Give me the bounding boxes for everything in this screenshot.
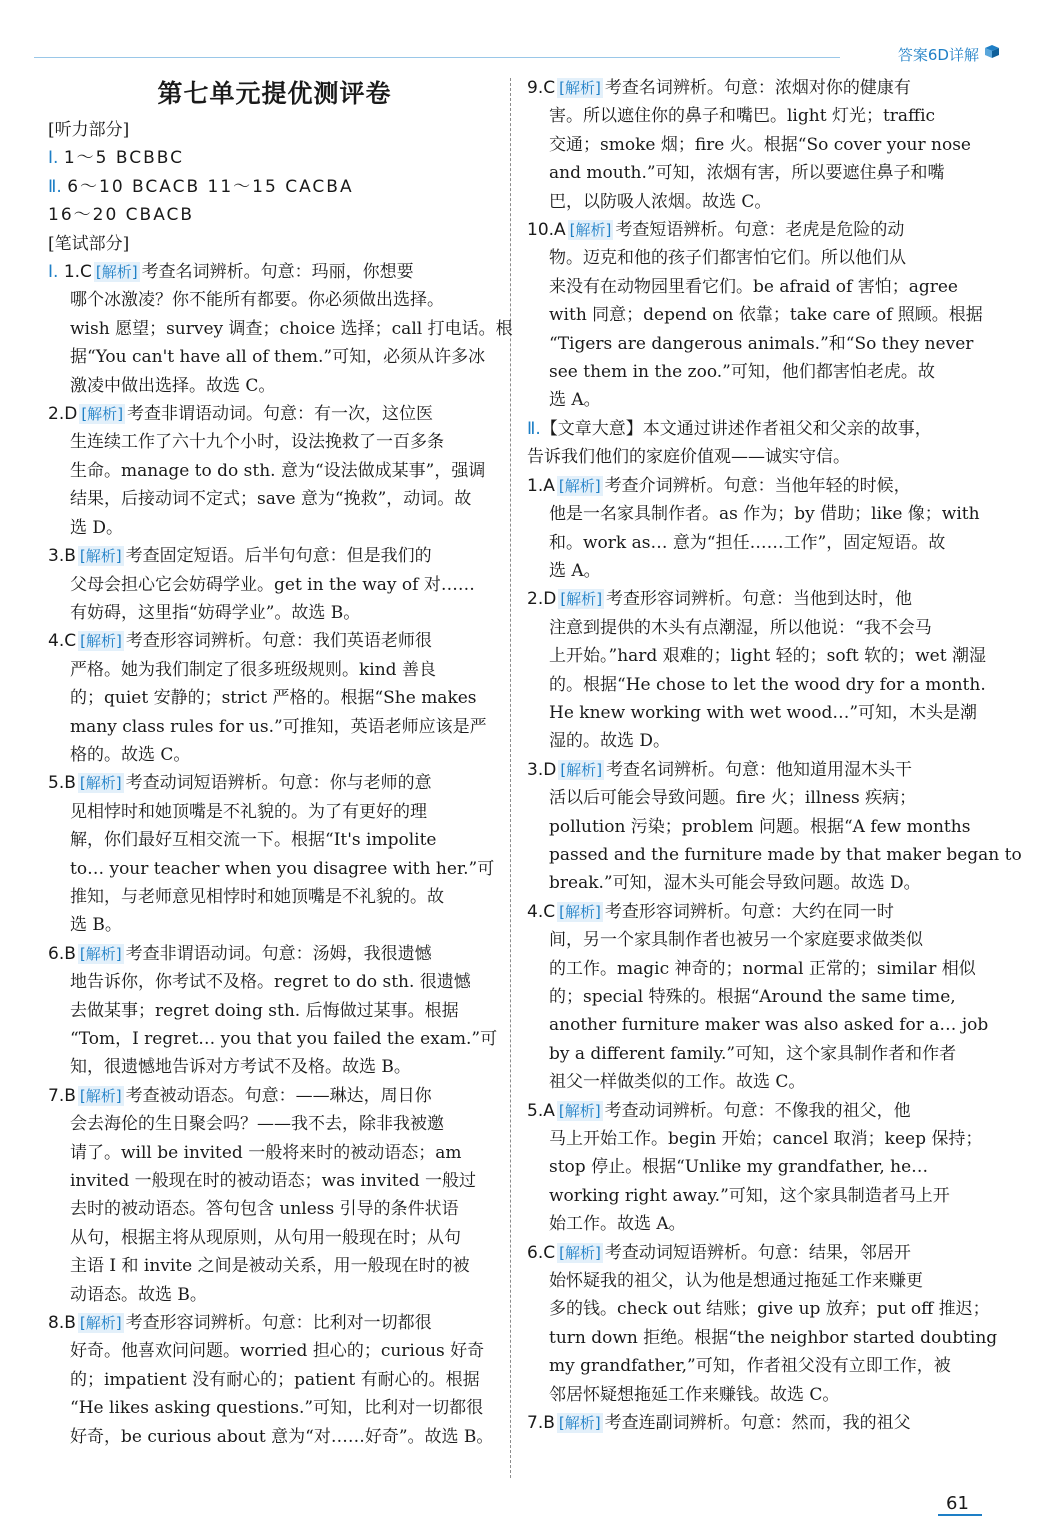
answer-line: [527, 1381, 979, 1409]
analysis-tag: [ 解析 ]: [557, 78, 603, 98]
answer-line: [48, 826, 501, 854]
answer-item: [527, 74, 979, 216]
answer-key: 16～20 CBACB: [48, 205, 195, 226]
answer-line: [48, 1281, 501, 1309]
answer-line: [48, 485, 501, 513]
answer-text: 始怀疑我的祖父，认为他是想通过拖延工作来赚更: [549, 1271, 923, 1292]
listening-line: [48, 144, 501, 172]
answer-text: wish 愿望；survey 调查；choice 选择；call 打电话。根: [70, 318, 513, 339]
answer-line: [48, 713, 501, 741]
answer-text: 物。迈克和他的孩子们都害怕它们。所以他们从: [549, 248, 906, 269]
answer-text: 祖父一样做类似的工作。故选 C。: [549, 1072, 806, 1093]
answer-text: 考查形容词辨析。句意：我们英语老师很: [125, 631, 432, 652]
answer-line: [527, 869, 979, 897]
answer-text: 考查名词辨析。句意：浓烟对你的健康有: [604, 78, 911, 98]
answer-line: [48, 684, 501, 712]
answer-text: 来没有在动物园里看它们。be afraid of 害怕；agree: [549, 276, 958, 297]
answer-item: [48, 1309, 501, 1451]
analysis-tag: [ 解析 ]: [78, 631, 124, 651]
section-numeral: Ⅰ.: [48, 148, 59, 169]
answer-line: [48, 1195, 501, 1223]
answer-line: [527, 1097, 979, 1125]
passage-summary: [527, 415, 979, 472]
answer-text: working right away.”可知，这个家具制造者马上开: [549, 1185, 950, 1206]
answer-line: [527, 358, 979, 386]
answer-line: [48, 997, 501, 1025]
answer-line: [48, 1053, 501, 1081]
passage-text: 告诉我们他们的家庭价值观——诚实守信。: [527, 447, 850, 468]
answer-line: [48, 656, 501, 684]
analysis-tag: [ 解析 ]: [557, 1243, 603, 1263]
answer-item: [527, 1239, 998, 1409]
answer-line: [48, 343, 501, 371]
answer-item: [527, 756, 1022, 898]
analysis-tag: [ 解析 ]: [557, 476, 603, 496]
listening-line: [48, 201, 501, 229]
answer-line: [527, 74, 979, 102]
answer-text: 他是一名家具制作者。as 作为；by 借助；like 像；with: [549, 504, 980, 525]
question-number: 9.C: [527, 78, 556, 98]
book-icon: [983, 43, 1001, 61]
answer-text: 考查固定短语。后半句句意：但是我们的: [125, 546, 432, 567]
answer-line: [527, 159, 979, 187]
answer-line: [527, 671, 986, 699]
passage-line: [527, 443, 979, 471]
answer-text: 始工作。故选 A。: [549, 1214, 686, 1235]
answer-text: 的；impatient 没有耐心的；patient 有耐心的。根据: [70, 1369, 480, 1390]
answer-text: 知，很遗憾地告诉对方考试不及格。故选 B。: [70, 1057, 411, 1078]
question-number: 5.A: [527, 1100, 555, 1121]
answer-text: 推知，与老师意见相悖时和她顶嘴是不礼貌的。故: [70, 886, 444, 907]
answer-line: [527, 557, 979, 585]
answer-item: [48, 627, 501, 769]
answer-line: [48, 258, 501, 286]
answer-line: [527, 102, 979, 130]
analysis-tag: [ 解析 ]: [558, 589, 604, 609]
answer-line: [527, 699, 979, 727]
answer-line: [48, 769, 501, 797]
answer-text: 选 D。: [70, 517, 124, 538]
answer-line: [48, 286, 501, 314]
answer-line: [527, 1068, 979, 1096]
answer-key: 1～5 BCBBC: [63, 148, 184, 169]
answer-text: 巴，以防吸人浓烟。故选 C。: [549, 191, 772, 212]
question-number: 3.B: [48, 546, 76, 567]
answer-line: [48, 1366, 501, 1394]
answer-line: [527, 188, 979, 216]
answer-line: [48, 798, 501, 826]
analysis-tag: [ 解析 ]: [557, 1101, 603, 1121]
right-answer-list-1: [527, 74, 983, 415]
answer-text: 和。work as… 意为“担任……工作”，固定短语。故: [549, 532, 946, 553]
answer-text: 害。所以遮住你的鼻子和嘴巴。light 灯光；traffic: [549, 106, 936, 127]
answer-line: [527, 301, 983, 329]
answer-line: [48, 400, 501, 428]
answer-text: 地告诉你，你考试不及格。regret to do sth. 很遗憾: [70, 972, 471, 993]
answer-item: [527, 898, 989, 1097]
answer-text: “He likes asking questions.”可知，比利对一切都很: [70, 1398, 484, 1419]
answer-line: [48, 968, 501, 996]
answer-text: 考查被动语态。句意：——琳达，周日你: [125, 1085, 432, 1106]
answer-text: 解，你们最好互相交流一下。根据“It's impolite: [70, 830, 437, 851]
answer-text: many class rules for us.”可推知，英语老师应该是严: [70, 716, 487, 737]
answer-text: to… your teacher when you disagree with her.”可: [70, 858, 495, 879]
question-number: 2.D: [48, 404, 78, 425]
answer-text: 考查短语辨析。句意：老虎是危险的动: [615, 220, 905, 241]
answer-line: [527, 1324, 998, 1352]
answer-line: [527, 585, 979, 613]
answer-text: 好奇，be curious about 意为“对……好奇”。故选 B。: [70, 1426, 494, 1447]
answer-line: [48, 457, 501, 485]
answer-line: [527, 841, 1022, 869]
question-number: 4.C: [527, 901, 556, 922]
answer-text: 的；quiet 安静的；strict 严格的。根据“She makes: [70, 688, 477, 709]
answer-text: turn down 拒绝。根据“the neighbor started doubting: [549, 1327, 998, 1348]
answer-line: [48, 1139, 501, 1167]
answer-text: 马上开始工作。begin 开始；cancel 取消；keep 保持；: [549, 1129, 983, 1150]
question-number: 6.B: [48, 943, 76, 964]
answer-text: by a different family.”可知，这个家具制作者和作者: [549, 1043, 957, 1064]
answer-line: [527, 472, 979, 500]
answer-text: 严格。她为我们制定了很多班级规则。kind 善良: [70, 659, 436, 680]
analysis-tag: [ 解析 ]: [568, 220, 614, 240]
answer-text: 去时的被动语态。答句包含 unless 引导的条件状语: [70, 1199, 459, 1220]
answer-text: 结果，后接动词不定式；save 意为“挽救”，动词。故: [70, 489, 472, 510]
answer-text: 考查动词辨析。句意：不像我的祖父，他: [604, 1100, 911, 1121]
answer-text: 父母会担心它会妨碍学业。get in the way of 对……: [70, 574, 475, 595]
answer-line: [48, 741, 501, 769]
answer-line: [527, 983, 979, 1011]
answer-line: [527, 955, 979, 983]
header-tag: 答案6D详解: [897, 46, 979, 64]
answer-line: [527, 1153, 979, 1181]
answer-text: invited 一般现在时的被动语态；was invited 一般过: [70, 1171, 477, 1192]
answer-text: 见相悖时和她顶嘴是不礼貌的。为了有更好的理: [70, 801, 427, 822]
answer-text: 动语态。故选 B。: [70, 1284, 207, 1305]
answer-text: 考查名词辨析。句意：他知道用湿木头干: [606, 759, 913, 780]
answer-text: 考查介词辨析。句意：当他年轻的时候，: [604, 475, 911, 496]
answer-text: stop 停止。根据“Unlike my grandfather, he…: [549, 1157, 929, 1178]
answer-line: [527, 614, 979, 642]
answer-text: 上开始。”hard 艰难的；light 轻的；soft 软的；wet 潮湿: [549, 646, 986, 667]
answer-line: [48, 1309, 501, 1337]
answer-line: [527, 813, 979, 841]
answer-item: [48, 1082, 501, 1309]
answer-line: [527, 386, 979, 414]
answer-text: 据“You can't have all of them.”可知，必须从许多冰: [70, 347, 486, 368]
answer-text: 考查非谓语动词。句意：汤姆，我很遗憾: [125, 943, 432, 964]
answer-line: [527, 898, 979, 926]
passage-text: 【文章大意】本文通过讲述作者祖父和父亲的故事，: [540, 418, 932, 439]
answer-line: [48, 1082, 501, 1110]
answer-key: 6～10 BCACB 11～15 CACBA: [67, 176, 354, 197]
answer-line: [48, 542, 501, 570]
answer-text: 选 A。: [549, 390, 601, 411]
answer-line: [527, 642, 986, 670]
answer-line: [48, 1110, 501, 1138]
answer-text: 去做某事；regret doing sth. 后悔做过某事。根据: [70, 1000, 459, 1021]
answer-text: 的工作。magic 神奇的；normal 正常的；similar 相似: [549, 958, 976, 979]
answer-text: 的。根据“He chose to let the wood dry for a month.: [549, 674, 986, 695]
answer-line: [527, 1011, 989, 1039]
answer-text: 会去海伦的生日聚会吗？——我不去，除非我被邀: [70, 1114, 444, 1135]
answer-line: [48, 599, 501, 627]
answer-text: see them in the zoo.”可知，他们都害怕老虎。故: [549, 362, 935, 383]
answer-text: 注意到提供的木头有点潮湿，所以他说：“我不会马: [549, 617, 932, 638]
answer-line: [527, 1409, 979, 1437]
answer-item: [527, 216, 983, 415]
writing-label: [笔试部分]: [48, 233, 130, 254]
answer-text: my grandfather,”可知，作者祖父没有立即工作，被: [549, 1356, 951, 1377]
answer-line: [527, 244, 979, 272]
answer-text: 哪个冰激凌？你不能所有都要。你必须做出选择。: [70, 290, 444, 311]
answer-text: 生连续工作了六十九个小时，设法挽救了一百多条: [70, 432, 444, 453]
answer-item: [48, 258, 513, 400]
answer-line: [527, 727, 979, 755]
answer-text: 间，另一个家具制作者也被另一个家庭要求做类似: [549, 930, 923, 951]
answer-text: 湿的。故选 D。: [549, 731, 671, 752]
question-number: 1.A: [527, 475, 555, 496]
answer-line: [48, 1423, 501, 1451]
answer-line: [527, 1182, 979, 1210]
answer-item: [527, 1409, 979, 1437]
answer-line: [48, 571, 501, 599]
answer-text: another furniture maker was also asked for a… job: [549, 1015, 989, 1036]
right-column: [527, 74, 1022, 1438]
analysis-tag: [ 解析 ]: [557, 902, 603, 922]
answer-item: [48, 940, 501, 1082]
question-number: 8.B: [48, 1313, 76, 1334]
question-number: 7.B: [527, 1413, 555, 1434]
answer-line: [527, 1295, 990, 1323]
answer-text: 考查连副词辨析。句意：然而，我的祖父: [604, 1413, 911, 1434]
answer-line: [48, 315, 513, 343]
answer-line: [527, 784, 979, 812]
answer-text: 选 B。: [70, 915, 122, 936]
analysis-tag: [ 解析 ]: [79, 404, 125, 424]
answer-text: “Tigers are dangerous animals.”和“So they never: [549, 333, 974, 354]
answer-text: 邻居怀疑想拖延工作来赚钱。故选 C。: [549, 1384, 840, 1405]
answer-text: break.”可知，湿木头可能会导致问题。故选 D。: [549, 873, 921, 894]
answer-text: passed and the furniture made by that maker began to: [549, 844, 1022, 865]
question-number: 4.C: [48, 631, 77, 652]
analysis-tag: [ 解析 ]: [78, 1313, 124, 1333]
answer-text: “Tom，I regret… you that you failed the exam.”可: [70, 1029, 498, 1049]
analysis-tag: [ 解析 ]: [78, 944, 124, 964]
answer-text: 生命。manage to do sth. 意为“设法做成某事”，强调: [70, 460, 486, 481]
answer-text: 请了。will be invited 一般将来时的被动语态；am: [70, 1142, 462, 1163]
analysis-tag: [ 解析 ]: [558, 760, 604, 780]
answer-line: [48, 627, 501, 655]
answer-line: [527, 529, 979, 557]
answer-line: [527, 1210, 979, 1238]
answer-text: with 同意；depend on 依靠；take care of 照顾。根据: [549, 305, 983, 326]
listening-label: [听力部分]: [48, 120, 130, 140]
answer-item: [48, 400, 501, 542]
analysis-tag: [ 解析 ]: [78, 546, 124, 566]
answer-text: He knew working with wet wood…”可知，木头是潮: [549, 702, 978, 723]
left-answer-list: [48, 258, 513, 1451]
answer-text: 考查形容词辨析。句意：大约在同一时: [604, 901, 894, 922]
answer-line: [527, 756, 979, 784]
answer-item: [527, 1097, 983, 1239]
answer-line: [527, 1352, 979, 1380]
answer-text: 从句，根据主将从现原则，从句用一般现在时；从句: [70, 1227, 461, 1248]
answer-item: [527, 585, 986, 755]
answer-text: 考查非谓语动词。句意：有一次，这位医: [127, 404, 434, 425]
answer-line: [527, 330, 979, 358]
answer-text: pollution 污染；problem 问题。根据“A few months: [549, 816, 971, 837]
answer-line: [48, 514, 501, 542]
listening-answers: [48, 144, 501, 229]
answer-line: [527, 1239, 979, 1267]
answer-line: [48, 911, 501, 939]
answer-line: [48, 372, 501, 400]
analysis-tag: [ 解析 ]: [94, 262, 140, 282]
answer-text: and mouth.”可知，浓烟有害，所以要遮住鼻子和嘴: [549, 163, 945, 184]
answer-line: [48, 940, 501, 968]
question-number: 2.D: [527, 589, 557, 610]
page-title: 第七单元提优测评卷: [157, 79, 392, 108]
section-numeral: Ⅱ.: [48, 176, 62, 197]
answer-text: 活以后可能会导致问题。fire 火；illness 疾病；: [549, 788, 917, 809]
answer-text: 考查动词短语辨析。句意：你与老师的意: [125, 773, 432, 794]
page-number-underline: [938, 1514, 982, 1516]
answer-item: [527, 472, 979, 586]
answer-text: 考查名词辨析。句意：玛丽，你想要: [141, 262, 414, 283]
answer-line: [48, 428, 501, 456]
answer-item: [48, 769, 501, 939]
answer-text: 格的。故选 C。: [70, 744, 191, 765]
answer-line: [48, 1025, 501, 1053]
question-number: 5.B: [48, 773, 76, 794]
answer-line: [48, 1224, 501, 1252]
answer-item: [48, 542, 501, 627]
analysis-tag: [ 解析 ]: [78, 773, 124, 793]
listening-line: [48, 173, 501, 201]
page-number: 61: [946, 1493, 969, 1514]
answer-text: 多的钱。check out 结账；give up 放弃；put off 推迟；: [549, 1299, 990, 1320]
passage-line: [527, 415, 979, 443]
answer-text: 考查动词短语辨析。句意：结果，邻居开: [604, 1242, 911, 1263]
answer-text: 的；special 特殊的。根据“Around the same time,: [549, 987, 956, 1007]
answer-line: [48, 1337, 501, 1365]
answer-line: [527, 1267, 979, 1295]
answer-text: 激凌中做出选择。故选 C。: [70, 375, 276, 396]
section-numeral: Ⅱ.: [527, 418, 541, 439]
answer-line: [527, 500, 979, 528]
answer-line: [48, 1167, 501, 1195]
answer-line: [48, 883, 501, 911]
question-number: Ⅰ.: [48, 262, 64, 283]
question-number: 10.A: [527, 220, 566, 241]
question-number: 1.C: [63, 262, 92, 283]
header-rule: [34, 57, 840, 58]
analysis-tag: [ 解析 ]: [557, 1413, 603, 1433]
answer-line: [527, 926, 979, 954]
answer-text: 主语 I 和 invite 之间是被动关系，用一般现在时的被: [70, 1256, 470, 1277]
answer-text: 考查形容词辨析。句意：比利对一切都很: [125, 1313, 432, 1334]
answer-text: 考查形容词辨析。句意：当他到达时，他: [606, 589, 913, 610]
answer-line: [527, 1125, 983, 1153]
answer-line: [48, 855, 501, 883]
answer-line: [527, 273, 979, 301]
left-column: [48, 74, 513, 1451]
right-answer-list-2: [527, 472, 1022, 1438]
answer-text: 好奇。他喜欢问问题。worried 担心的；curious 好奇: [70, 1341, 485, 1362]
answer-line: [527, 131, 979, 159]
answer-text: 有妨碍，这里指“妨碍学业”。故选 B。: [70, 602, 361, 623]
column-divider: [510, 78, 511, 1478]
analysis-tag: [ 解析 ]: [78, 1086, 124, 1106]
question-number: 6.C: [527, 1242, 556, 1263]
question-number: 7.B: [48, 1085, 76, 1106]
answer-line: [527, 216, 979, 244]
answer-line: [527, 1040, 979, 1068]
question-number: 3.D: [527, 759, 557, 780]
answer-line: [48, 1394, 501, 1422]
answer-line: [48, 1252, 501, 1280]
answer-text: 选 A。: [549, 560, 601, 581]
answer-text: 交通；smoke 烟；fire 火。根据“So cover your nose: [549, 134, 971, 155]
